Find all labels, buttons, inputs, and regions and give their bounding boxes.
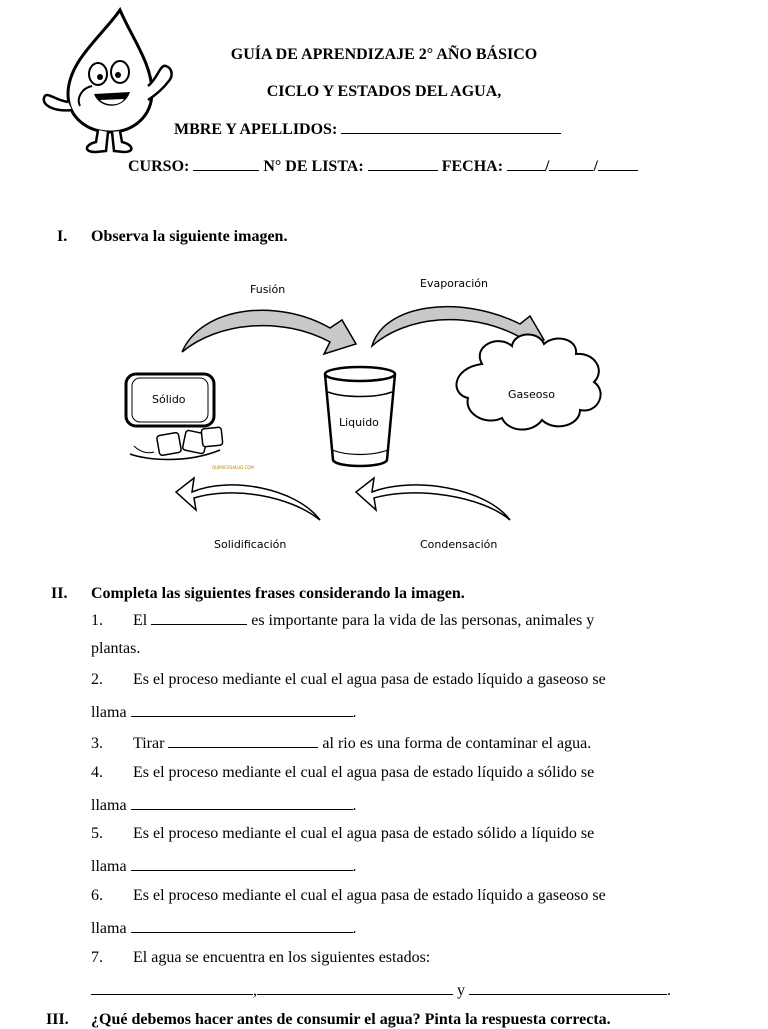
list-item-continuation: llama . [91,797,357,814]
date-year-field[interactable] [598,156,638,171]
date-separator: / [545,158,550,175]
ice-block-icon [126,374,223,460]
fusion-label: Fusión [250,283,286,296]
condensation-label: Condensación [420,538,498,551]
name-row [174,119,561,139]
watermark-text: QUIMICOSALUD.COM [212,465,254,470]
date-month-field[interactable] [549,156,593,171]
section-3-heading [46,1011,611,1029]
course-label: CURSO: [128,158,190,175]
list-item: 1. El es importante para la vida de las personas, animales y [91,612,595,629]
item-number: 3. [91,735,103,752]
item-number: 4. [91,764,103,781]
item-number: 5. [91,825,103,842]
cloud-icon [456,334,600,429]
section-3-number: III. [46,1011,69,1028]
date-day-field[interactable] [507,156,545,171]
list-item-continuation: llama . [91,858,357,875]
list-item: 5. Es el proceso mediante el cual el agua pasa de estado sólido a líquido se [91,825,595,842]
answer-blank[interactable] [257,980,453,995]
answer-blank[interactable] [131,918,353,933]
solid-label: Sólido [152,393,186,406]
item-number: 1. [91,612,103,629]
guide-subtitle: CICLO Y ESTADOS DEL AGUA, [266,83,502,100]
water-states-diagram [110,270,630,560]
water-drop-mascot-icon [40,6,180,156]
condensation-arrow-icon [356,478,510,520]
fusion-arrow-icon [182,310,356,354]
list-item-continuation: llama . [91,920,357,937]
answer-blank[interactable] [151,610,247,625]
answer-blank[interactable] [168,733,318,748]
list-item: 3. Tirar al rio es una forma de contaminar el agua. [91,735,592,752]
list-item: 7. El agua se encuentra en los siguientes estados: [91,949,431,966]
water-cycle-arrows [110,270,630,560]
item-number: 2. [91,671,103,688]
section-3-text: ¿Qué debemos hacer antes de consumir el agua? Pinta la respuesta correcta. [91,1011,611,1028]
answer-blank[interactable] [131,702,353,717]
guide-title: GUÍA DE APRENDIZAJE 2° AÑO BÁSICO [230,46,538,63]
item-number: 7. [91,949,103,966]
answer-blank[interactable] [91,980,253,995]
section-1-number: I. [57,228,68,245]
name-label: MBRE Y APELLIDOS: [174,121,338,138]
list-item-continuation: plantas. [91,640,141,657]
answer-blank[interactable] [131,795,353,810]
date-separator: / [593,158,598,175]
answer-blank[interactable] [131,856,353,871]
section-2-text: Completa las siguientes frases considerando la imagen. [91,585,465,602]
answer-blank[interactable] [469,980,667,995]
list-label: N° DE LISTA: [263,158,364,175]
section-2-heading [51,585,465,603]
evaporation-label: Evaporación [420,277,488,290]
course-field[interactable] [193,156,259,171]
section-1-heading [57,228,287,246]
solidification-arrow-icon [176,478,320,520]
item-number: 6. [91,887,103,904]
list-item-continuation: , y . [91,980,671,1000]
liquid-label: Liquido [339,416,379,429]
gas-label: Gaseoso [508,388,555,401]
course-row [128,156,638,176]
list-item-continuation: llama . [91,704,357,721]
list-item: 4. Es el proceso mediante el cual el agua pasa de estado líquido a sólido se [91,764,595,781]
list-item: 2. Es el proceso mediante el cual el agua pasa de estado líquido a gaseoso se [91,671,606,688]
section-2-number: II. [51,585,68,602]
list-number-field[interactable] [368,156,438,171]
name-field[interactable] [341,119,561,134]
list-item: 6. Es el proceso mediante el cual el agua pasa de estado líquido a gaseoso se [91,887,606,904]
date-label: FECHA: [441,158,504,175]
solidification-label: Solidificación [214,538,287,551]
section-1-text: Observa la siguiente imagen. [91,228,288,245]
